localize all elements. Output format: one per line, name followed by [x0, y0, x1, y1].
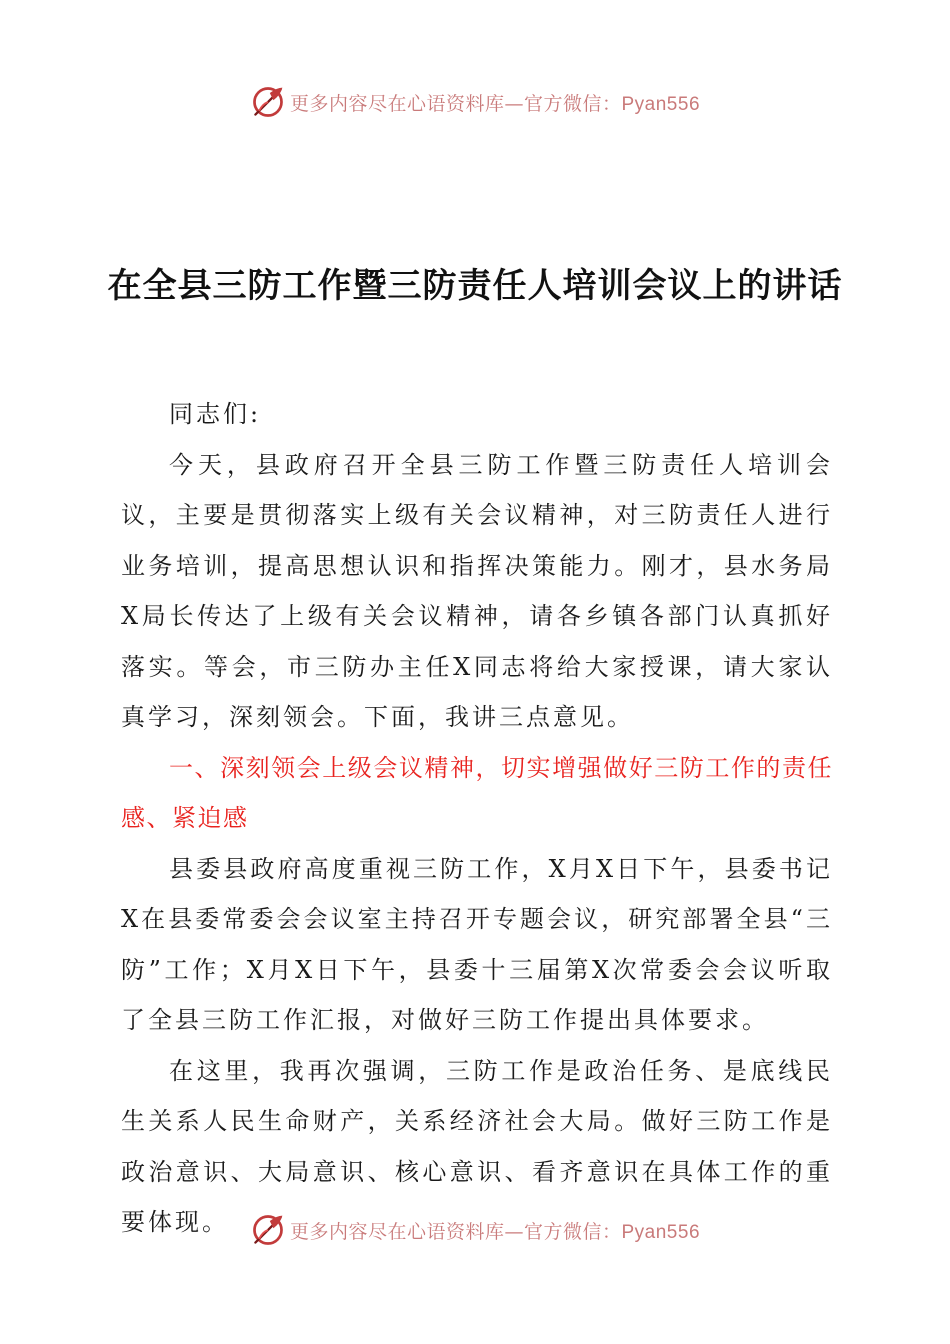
section-heading: 一、深刻领会上级会议精神，切实增强做好三防工作的责任感、紧迫感	[121, 753, 833, 832]
watermark-wechat-id: Pyan556	[621, 1221, 701, 1243]
body-paragraph: 今天，县政府召开全县三防工作暨三防责任人培训会议，主要是贯彻落实上级有关会议精神，对三防责任人进行业务培训，提高思想认识和指挥决策能力。刚才，县水务局X局长传达了上级有关会议精神，请各乡镇各部门认真抓好落实。等会，市三防办主任X同志将给大家授课，请大家认真学习，深刻领会。下面，我讲三点意见。	[121, 450, 833, 731]
watermark-text: 更多内容尽在心语资料库—官方微信：Pyan556	[289, 92, 701, 115]
quill-logo-icon	[250, 1212, 286, 1248]
watermark-wechat-id: Pyan556	[621, 93, 701, 115]
quill-logo-icon	[250, 84, 286, 120]
salutation: 同志们:	[169, 400, 262, 428]
document-title: 在全县三防工作暨三防责任人培训会议上的讲话	[107, 266, 843, 306]
body-paragraph: 在这里，我再次强调，三防工作是政治任务、是底线民生关系人民生命财产，关系经济社会大局。做好三防工作是政治意识、大局意识、核心意识、看齐意识在具体工作的重要体现。	[121, 1056, 833, 1236]
body-paragraph: 县委县政府高度重视三防工作，X月X日下午，县委书记X在县委常委会会议室主持召开专题会议，研究部署全县“三防”工作；X月X日下午，县委十三届第X次常委会会议听取了全县三防工作汇报，对做好三防工作提出具体要求。	[121, 854, 833, 1034]
watermark-text: 更多内容尽在心语资料库—官方微信：Pyan556	[289, 1220, 701, 1243]
footer-watermark	[0, 1210, 950, 1250]
header-watermark	[0, 82, 950, 122]
document-body	[121, 389, 833, 1248]
